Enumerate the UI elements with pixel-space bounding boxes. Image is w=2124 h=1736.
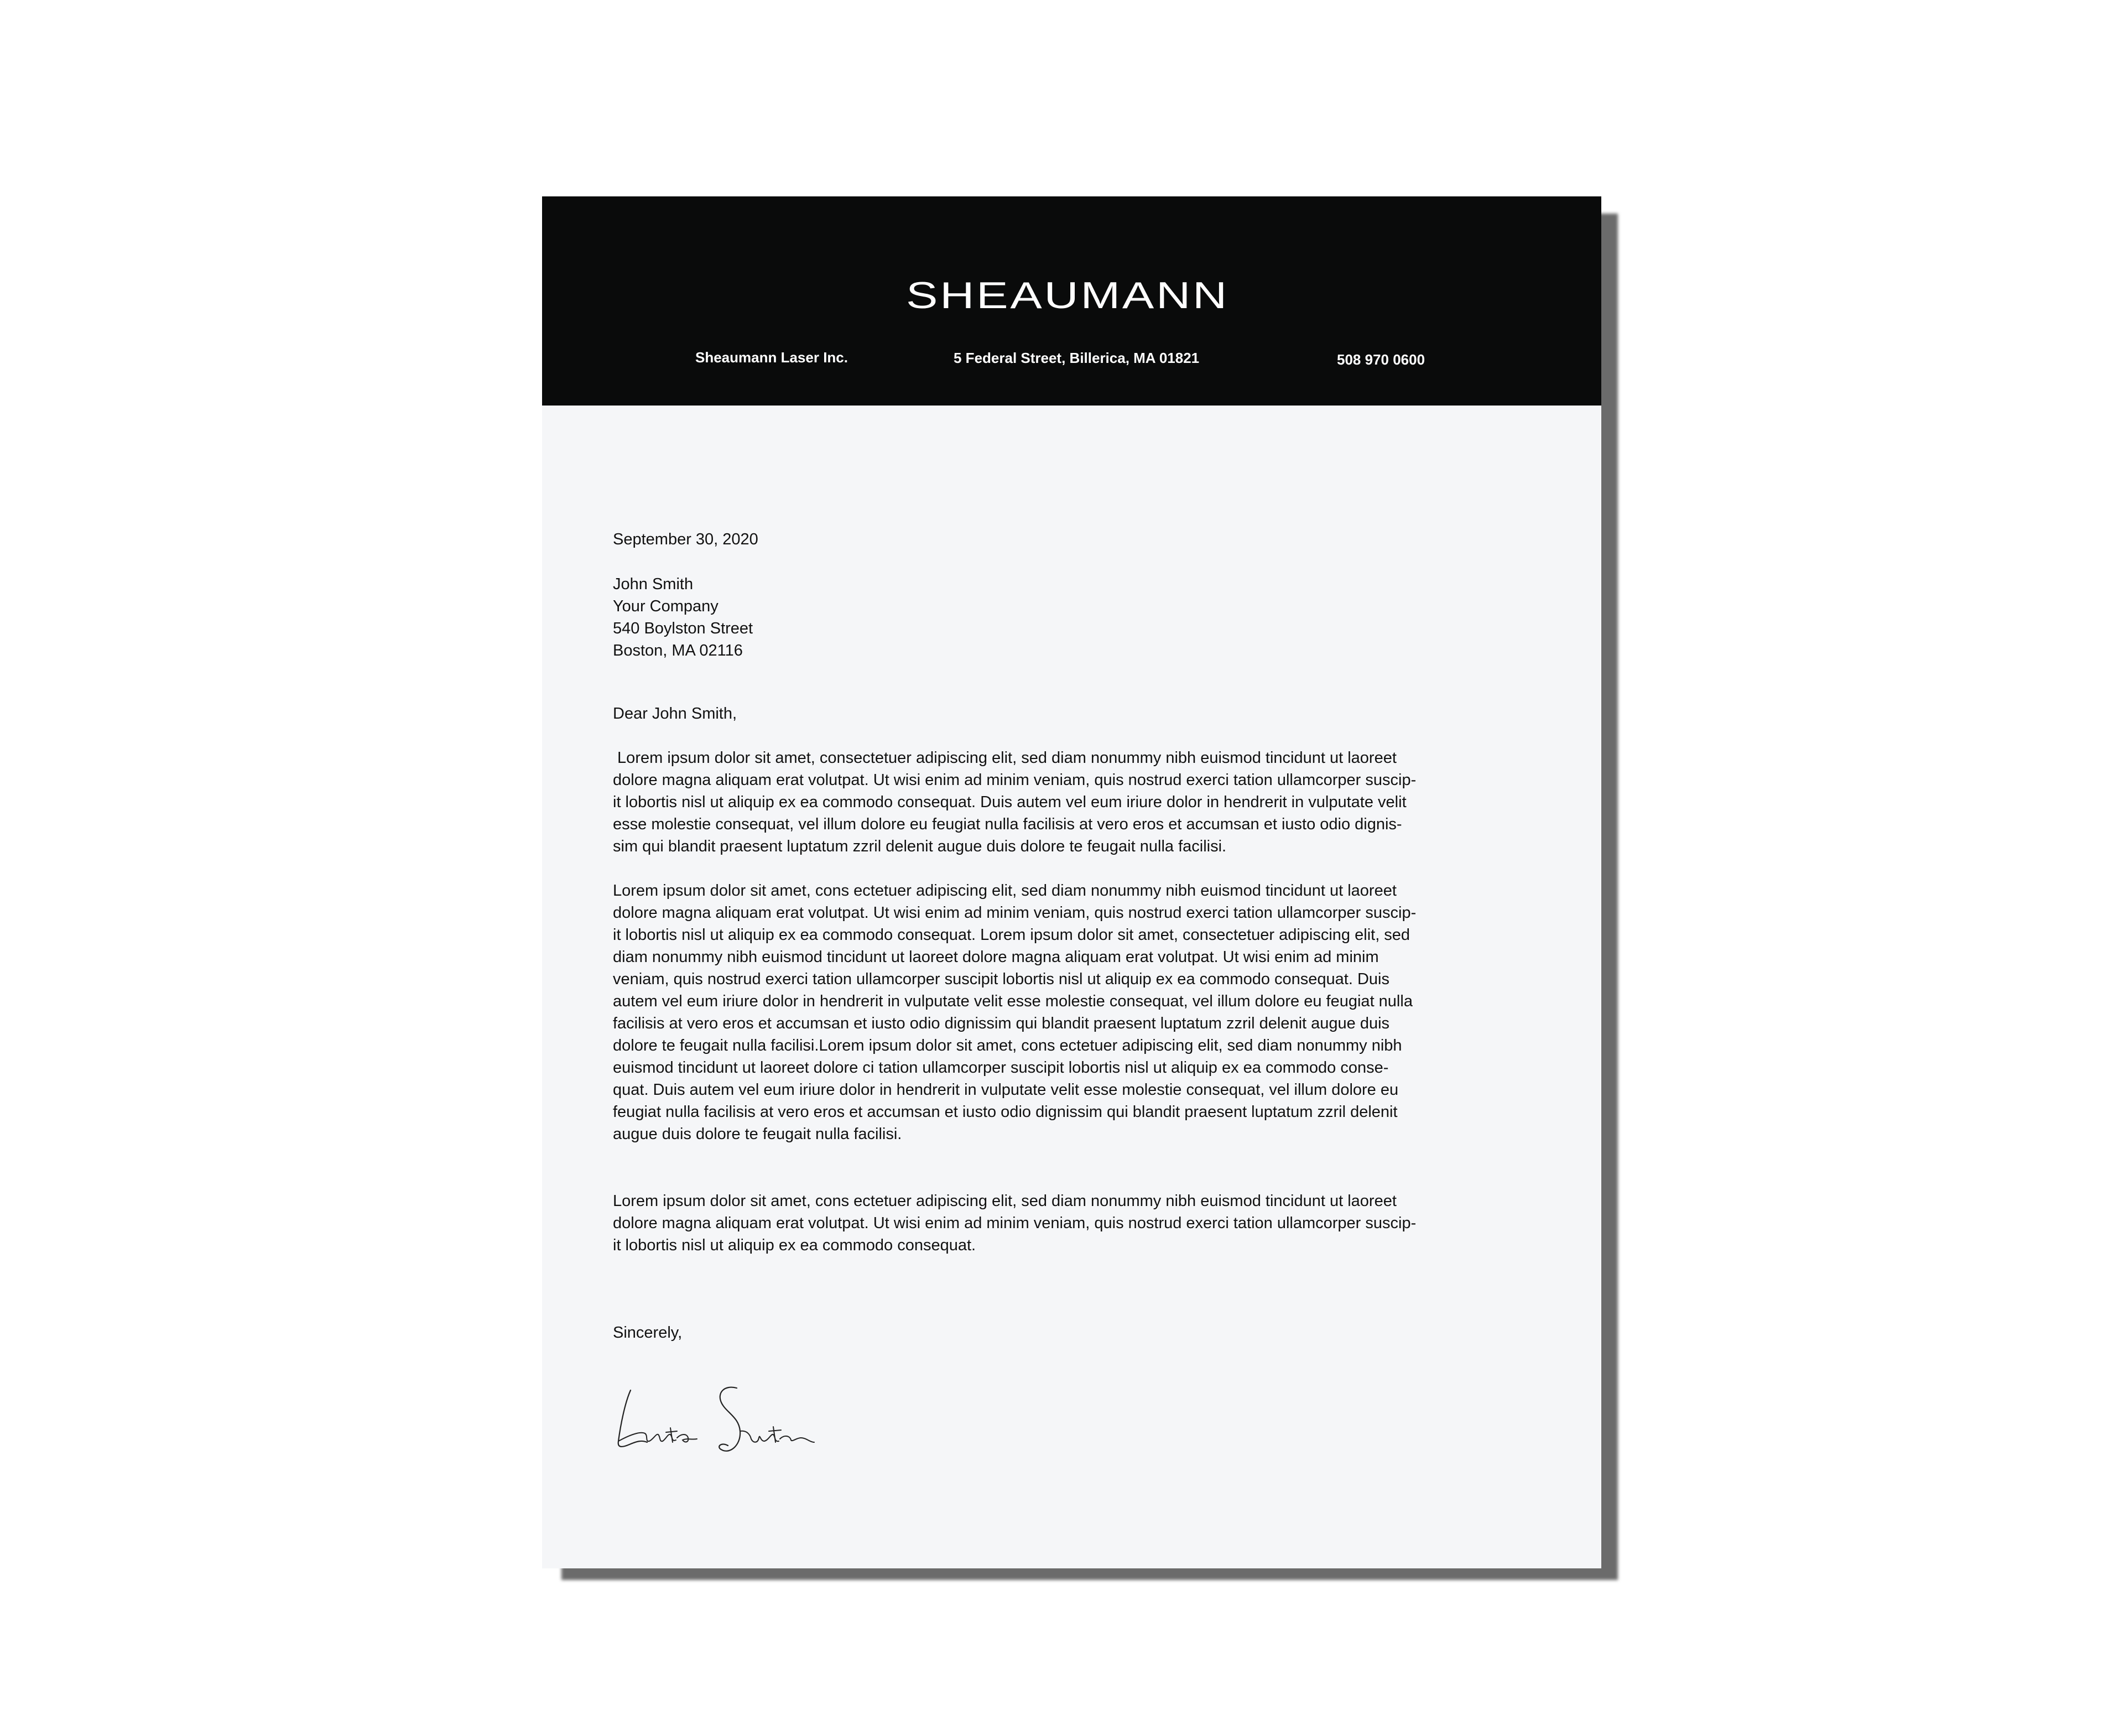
recipient-street: 540 Boylston Street [613,620,753,637]
paragraph-2 [613,880,1416,1145]
company-logo [902,274,1233,318]
paragraph-line: diam nonummy nibh euismod tincidunt ut laoreet dolore magna aliquam erat volutpat. Ut wisi enim ad minim [613,948,1379,966]
paragraph-line: dolore magna aliquam erat volutpat. Ut wisi enim ad minim veniam, quis nostrud exerci tation ullamcorper suscip- [613,1214,1417,1232]
paragraph-3 [613,1190,1416,1256]
paragraph-line: sim qui blandit praesent luptatum zzril delenit augue duis dolore te feugait nulla facilisi. [613,838,1227,855]
paragraph-line: euismod tincidunt ut laoreet dolore ci tation ullamcorper suscipit lobortis nisl ut aliquip ex ea commodo conse- [613,1059,1389,1077]
paragraph-line: Lorem ipsum dolor sit amet, consectetuer adipiscing elit, sed diam nonummy nibh euismod tincidunt ut laoreet [613,749,1397,767]
paragraph-line: esse molestie consequat, vel illum dolore eu feugiat nulla facilisis at vero eros et accumsan et iusto odio dignis- [613,815,1402,833]
paragraph-line: autem vel eum iriure dolor in hendrerit in vulputate velit esse molestie consequat, vel illum dolore eu feugiat nulla [613,992,1413,1010]
recipient-name: John Smith [613,575,694,593]
paragraph-line: it lobortis nisl ut aliquip ex ea commodo consequat. [613,1236,976,1254]
recipient-city: Boston, MA 02116 [613,642,743,659]
paragraph-line: veniam, quis nostrud exerci tation ullamcorper suscipit lobortis nisl ut aliquip ex ea commodo consequat. Duis [613,970,1389,988]
paragraph-line: it lobortis nisl ut aliquip ex ea commodo consequat. Duis autem vel eum iriure dolor in hendrerit in vulputate velit [613,793,1407,811]
paragraph-line: dolore te feugait nulla facilisi.Lorem ipsum dolor sit amet, cons ectetuer adipiscing elit, sed diam nonummy nibh [613,1037,1402,1054]
paragraph-line: quat. Duis autem vel eum iriure dolor in hendrerit in vulputate velit esse molestie consequat, vel illum dolore eu [613,1081,1399,1099]
paragraph-line: Lorem ipsum dolor sit amet, cons ectetuer adipiscing elit, sed diam nonummy nibh euismod tincidunt ut laoreet [613,1192,1397,1210]
letter-sheet [542,196,1601,1568]
recipient-company: Your Company [613,597,719,615]
letterhead-company: Sheaumann Laser Inc. [695,349,848,366]
closing: Sincerely, [613,1324,683,1342]
paragraph-line: dolore magna aliquam erat volutpat. Ut wisi enim ad minim veniam, quis nostrud exerci tation ullamcorper suscip- [613,771,1417,789]
signature-icon [608,1380,841,1463]
paragraph-line: facilisis at vero eros et accumsan et iusto odio dignissim qui blandit praesent luptatum zzril delenit augue duis [613,1015,1390,1032]
paragraph-1 [613,747,1416,857]
recipient-block [613,573,753,662]
logo-text: SHEAUMANN [906,274,1229,316]
paragraph-line: augue duis dolore te feugait nulla facilisi. [613,1125,902,1143]
paragraph-line: it lobortis nisl ut aliquip ex ea commodo consequat. Lorem ipsum dolor sit amet, consectetuer adipiscing elit, sed [613,926,1410,944]
letterhead-address: 5 Federal Street, Billerica, MA 01821 [954,350,1200,366]
paragraph-line: dolore magna aliquam erat volutpat. Ut wisi enim ad minim veniam, quis nostrud exerci tation ullamcorper suscip- [613,904,1417,922]
salutation: Dear John Smith, [613,705,737,723]
paragraph-line: feugiat nulla facilisis at vero eros et accumsan et iusto odio dignissim qui blandit praesent luptatum zzril delenit [613,1103,1398,1121]
paragraph-line: Lorem ipsum dolor sit amet, cons ectetuer adipiscing elit, sed diam nonummy nibh euismod tincidunt ut laoreet [613,882,1397,900]
letter-date: September 30, 2020 [613,531,758,548]
letterhead [542,196,1601,406]
letterhead-phone: 508 970 0600 [1337,351,1425,368]
